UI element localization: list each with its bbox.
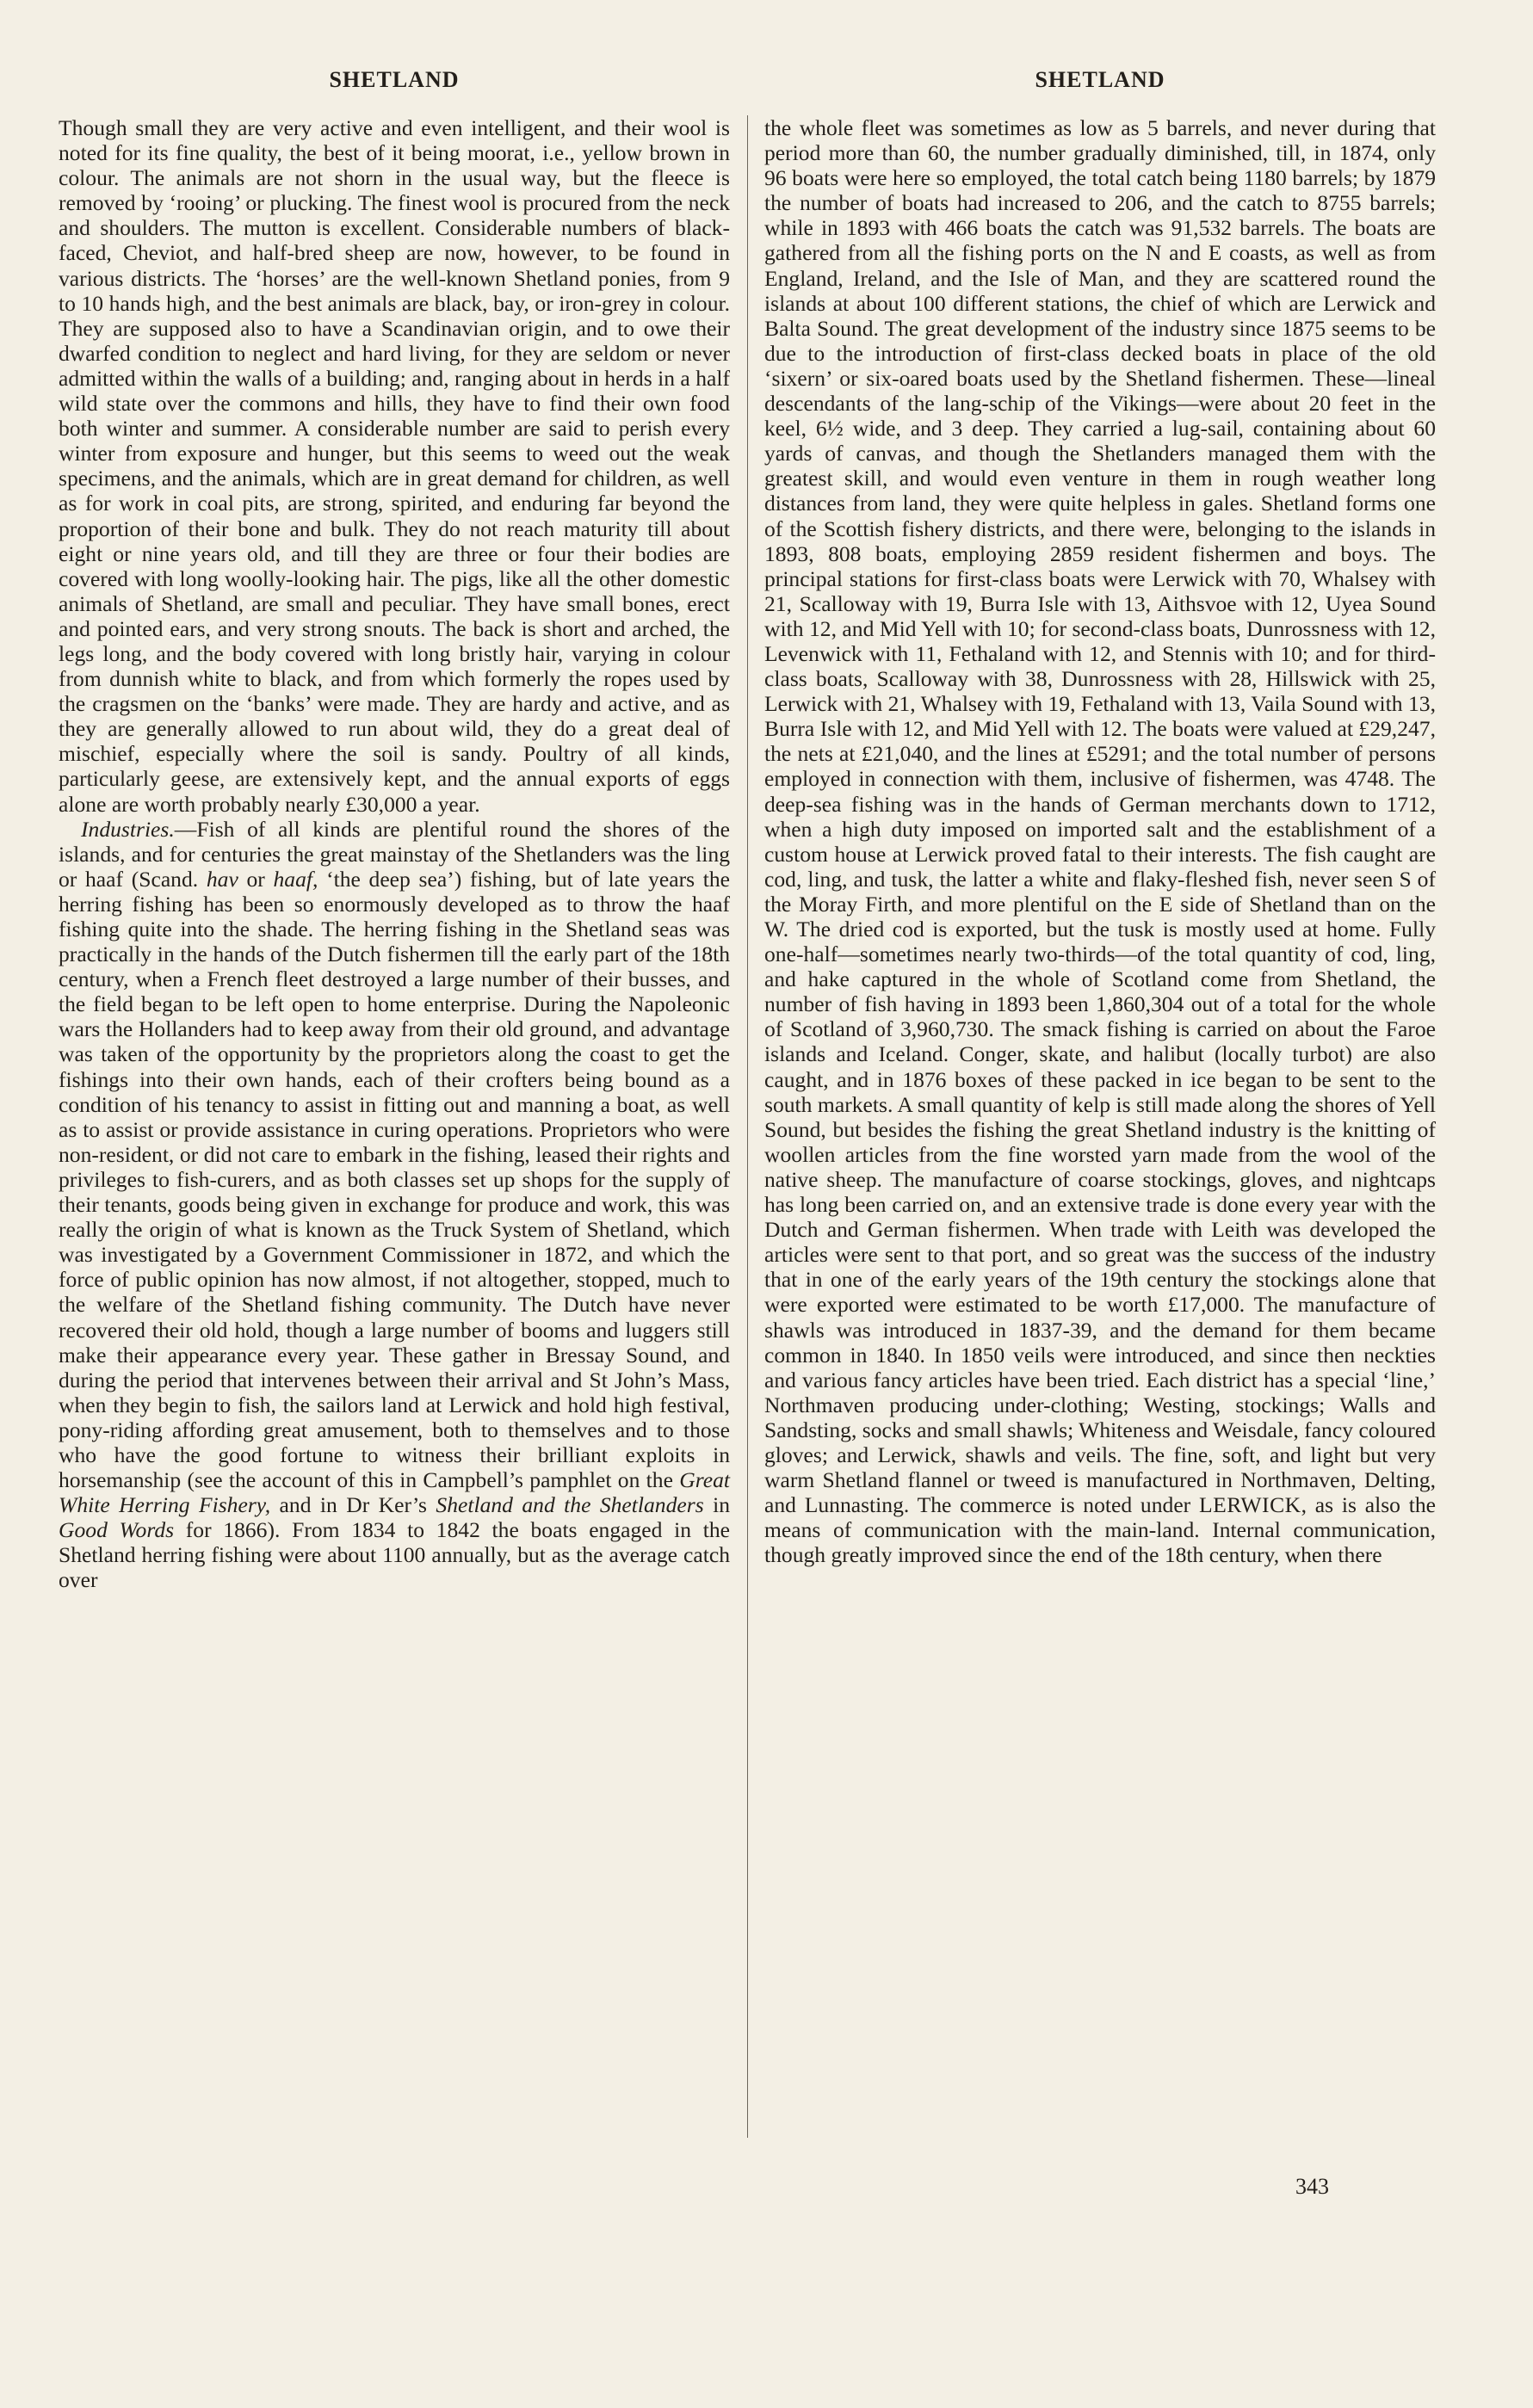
text-run: the whole fleet was sometimes as low as 5 barrels, and never during that period more than 60, the number gradually diminished, till, in 1874, only 96 boats were here so employed, the total catch being 1180 barrels; by 1879 the number of boats had increased to 206, and the catch to 8755 barrels; while in 1893 with 466 boats the catch was 91,532 barrels. The boats are gathered from all the fishing ports on the N and E coasts, as well as from England, Ireland, and the Isle of Man, and they are scattered round the islands at about 100 different stations, the chief of which are Lerwick and Balta Sound. The great development of the industry since 1875 seems to be due to the introduction of first-class decked boats in place of the old ‘sixern’ or six-oared boats used by the Shetland fishermen. These—lineal descendants of the lang-schip of the Vikings—were about 20 feet in the keel, 6½ wide, and 3 deep. They carried a lug-sail, containing about 60 yards of canvas, and though the Shetlanders managed them with the greatest skill, and would even venture in them in rough weather long distances from land, they were quite helpless in gales. Shetland forms one of the Scottish fishery districts, and there were, belonging to the islands in 1893, 808 boats, employing 2859 resident fishermen and boys. The principal stations for first-class boats were Lerwick with 70, Whalsey with 21, Scalloway with 19, Burra Isle with 13, Aithsvoe with 12, Uyea Sound with 12, and Mid Yell with 10; for second-class boats, Dunrossness with 12, Levenwick with 11, Fethaland with 12, and Stennis with 10; and for third-class boats, Scalloway with 38, Dunrossness with 28, Hillswick with 25, Lerwick with 21, Whalsey with 19, Fethaland with 13, Vaila Sound with 13, Burra Isle with 12, and Mid Yell with 12. The boats were valued at £29,247, the nets at £21,040, and the lines at £5291; and the total number of persons employed in connection with them, inclusive of fishermen, was 4748. The deep-sea fishing was in the hands of German merchants down to 1712, when a high duty imposed on imported salt and the establishment of a custom house at Lerwick proved fatal to their interests. The fish caught are cod, ling, and tusk, the latter a white and flaky-fleshed fish, never seen S of the Moray Firth, and more plentiful on the E side of Shetland than on the W. The dried cod is exported, but the tusk is mostly used at home. Fully one-half—sometimes nearly two-thirds—of the total quantity of cod, ling, and hake captured in the whole of Scotland come from Shetland, the number of fish having in 1893 been 1,860,304 out of a total for the whole of Scotland of 3,960,730. The smack fishing is carried on about the Faroe islands and Iceland. Conger, skate, and halibut (locally turbot) are also caught, and in 1876 boxes of these packed in ice began to be sent to the south markets. A small quantity of kelp is still made along the shores of Yell Sound, but besides the fishing the great Shetland industry is the knitting of woollen articles from the fine worsted yarn made from the wool of the native sheep. The manufacture of coarse stockings, gloves, and nightcaps has long been carried on, and an extensive trade is done every year with the Dutch and German fishermen. When trade with Leith was developed the articles were sent to that port, and so great was the success of the industry that in one of the early years of the 19th century the stockings alone that were exported were estimated to be worth £17,000. The manufacture of shawls was introduced in 1837-39, and the demand for them became common in 1840. In 1850 veils were introduced, and since then neckties and various fancy articles have been tried. Each district has a special ‘line,’ Northmaven producing under-clothing; Westing, stockings; Walls and Sandsting, socks and small shawls; Whiteness and Weisdale, fancy coloured gloves; and Lerwick, shawls and veils. The fine, soft, and light but very warm Shetland flannel or tweed is manufactured in Northmaven, Delting, and Lunnasting. The commerce is noted under — [764, 115, 1436, 1518]
title-shetland-and-the-shetlanders: Shetland and the Shetlanders — [436, 1492, 704, 1518]
paragraph-fishing-continued — [764, 115, 1436, 1567]
text-run: , as is also the means of communication with the main-land. Internal communication, though greatly improved since the end of the 18th century, when there — [764, 1492, 1436, 1568]
cross-reference-lerwick: LERWICK — [1198, 1492, 1301, 1518]
paragraph-animals: Though small they are very active and even intelligent, and their wool is noted for its fine quality, the best of it being moorat, i.e., yellow brown in colour. The animals are not shorn in the usual way, but the fleece is removed by ‘rooing’ or plucking. The finest wool is procured from the neck and shoulders. The mutton is excellent. Considerable numbers of black-faced, Cheviot, and half-bred sheep are now, however, to be found in various districts. The ‘horses’ are the well-known Shetland ponies, from 9 to 10 hands high, and the best animals are black, bay, or iron-grey in colour. They are supposed also to have a Scandinavian origin, and to owe their dwarfed condition to neglect and hard living, for they are seldom or never admitted within the walls of a building; and, ranging about in herds in a half wild state over the commons and hills, they have to find their own food both winter and summer. A considerable number are said to perish every winter from exposure and hunger, but this seems to weed out the weak specimens, and the animals, which are in great demand for children, as well as for work in coal pits, are strong, spirited, and enduring far beyond the proportion of their bone and bulk. They do not reach maturity till about eight or nine years old, and till they are three or four their bodies are covered with long woolly-looking hair. The pigs, like all the other domestic animals of Shetland, are small and peculiar. They have small bones, erect and pointed ears, and very strong snouts. The back is short and arched, the legs long, and the body covered with long bristly hair, varying in colour from dunnish white to black, and from which formerly the ropes used by the cragsmen on the ‘banks’ were made. They are hardy and active, and as they are generally allowed to run about wild, they do a great deal of mischief, especially where the soil is sandy. Poultry of all kinds, particularly geese, are extensively kept, and the annual exports of eggs alone are worth probably nearly £30,000 a year. — [59, 115, 730, 817]
text-run: ‘the deep sea’) fishing, but of late years the herring fishing has been so enormously developed as to throw the haaf fishing quite into the shade. The herring fishing in the Shetland seas was practically in the hands of the Dutch fishermen till the early part of the 18th century, when a French fleet destroyed a large number of their busses, and the field began to be left open to home enterprise. During the Napoleonic wars the Hollanders had to keep away from their old ground, and advantage was taken of the opportunity by the proprietors along the coast to get the fishings into their own hands, each of their crofters being bound as a condition of his tenancy to assist in fitting out and manning a boat, as well as to assist or provide assistance in curing operations. Proprietors who were non-resident, or did not care to embark in the fishing, leased their rights and privileges to fish-curers, and as both classes set up shops for the supply of their tenants, goods being given in exchange for produce and work, this was really the origin of what is known as the Truck System of Shetland, which was investigated by a Government Commissioner in 1872, and which the force of public opinion has now almost, if not altogether, stopped, much to the welfare of the Shetland fishing community. The Dutch have never recovered their old hold, though a large number of booms and luggers still make their appearance every year. These gather in Bressay Sound, and during the period that intervenes between their arrival and St John’s Mass, when they begin to fish, the sailors land at Lerwick and hold high festival, pony-riding affording great amusement, both to themselves and to those who have the good fortune to witness their brilliant exploits in horsemanship (see the account of this in Campbell’s pamphlet on the — [59, 866, 730, 1493]
text-run: in — [703, 1492, 730, 1518]
title-great-white-herring-fishery: Great White Herring Fishery, — [59, 1467, 730, 1518]
left-column — [59, 115, 730, 1593]
right-column — [764, 115, 1436, 1567]
text-run: for 1866). From 1834 to 1842 the boats engaged in the Shetland herring fishing were about 1100 annually, but as the average catch over — [59, 1517, 730, 1593]
text-run: or — [238, 866, 274, 892]
term-hav: hav — [206, 866, 238, 892]
paragraph-industries — [59, 817, 730, 1593]
title-good-words: Good Words — [59, 1517, 175, 1543]
running-head-left: SHETLAND — [329, 67, 460, 92]
text-run: and in Dr Ker’s — [270, 1492, 436, 1518]
section-heading-industries: Industries. — [81, 816, 175, 842]
column-divider — [747, 115, 748, 2138]
page-number: 343 — [1295, 2174, 1329, 2199]
text-run: —Fish of all kinds are plentiful round the shores of the islands, and for centuries the great mainstay of the Shetlanders was the ling or haaf (Scand. — [59, 816, 730, 892]
running-head-right: SHETLAND — [1035, 67, 1165, 92]
term-haaf: haaf, — [273, 866, 318, 892]
